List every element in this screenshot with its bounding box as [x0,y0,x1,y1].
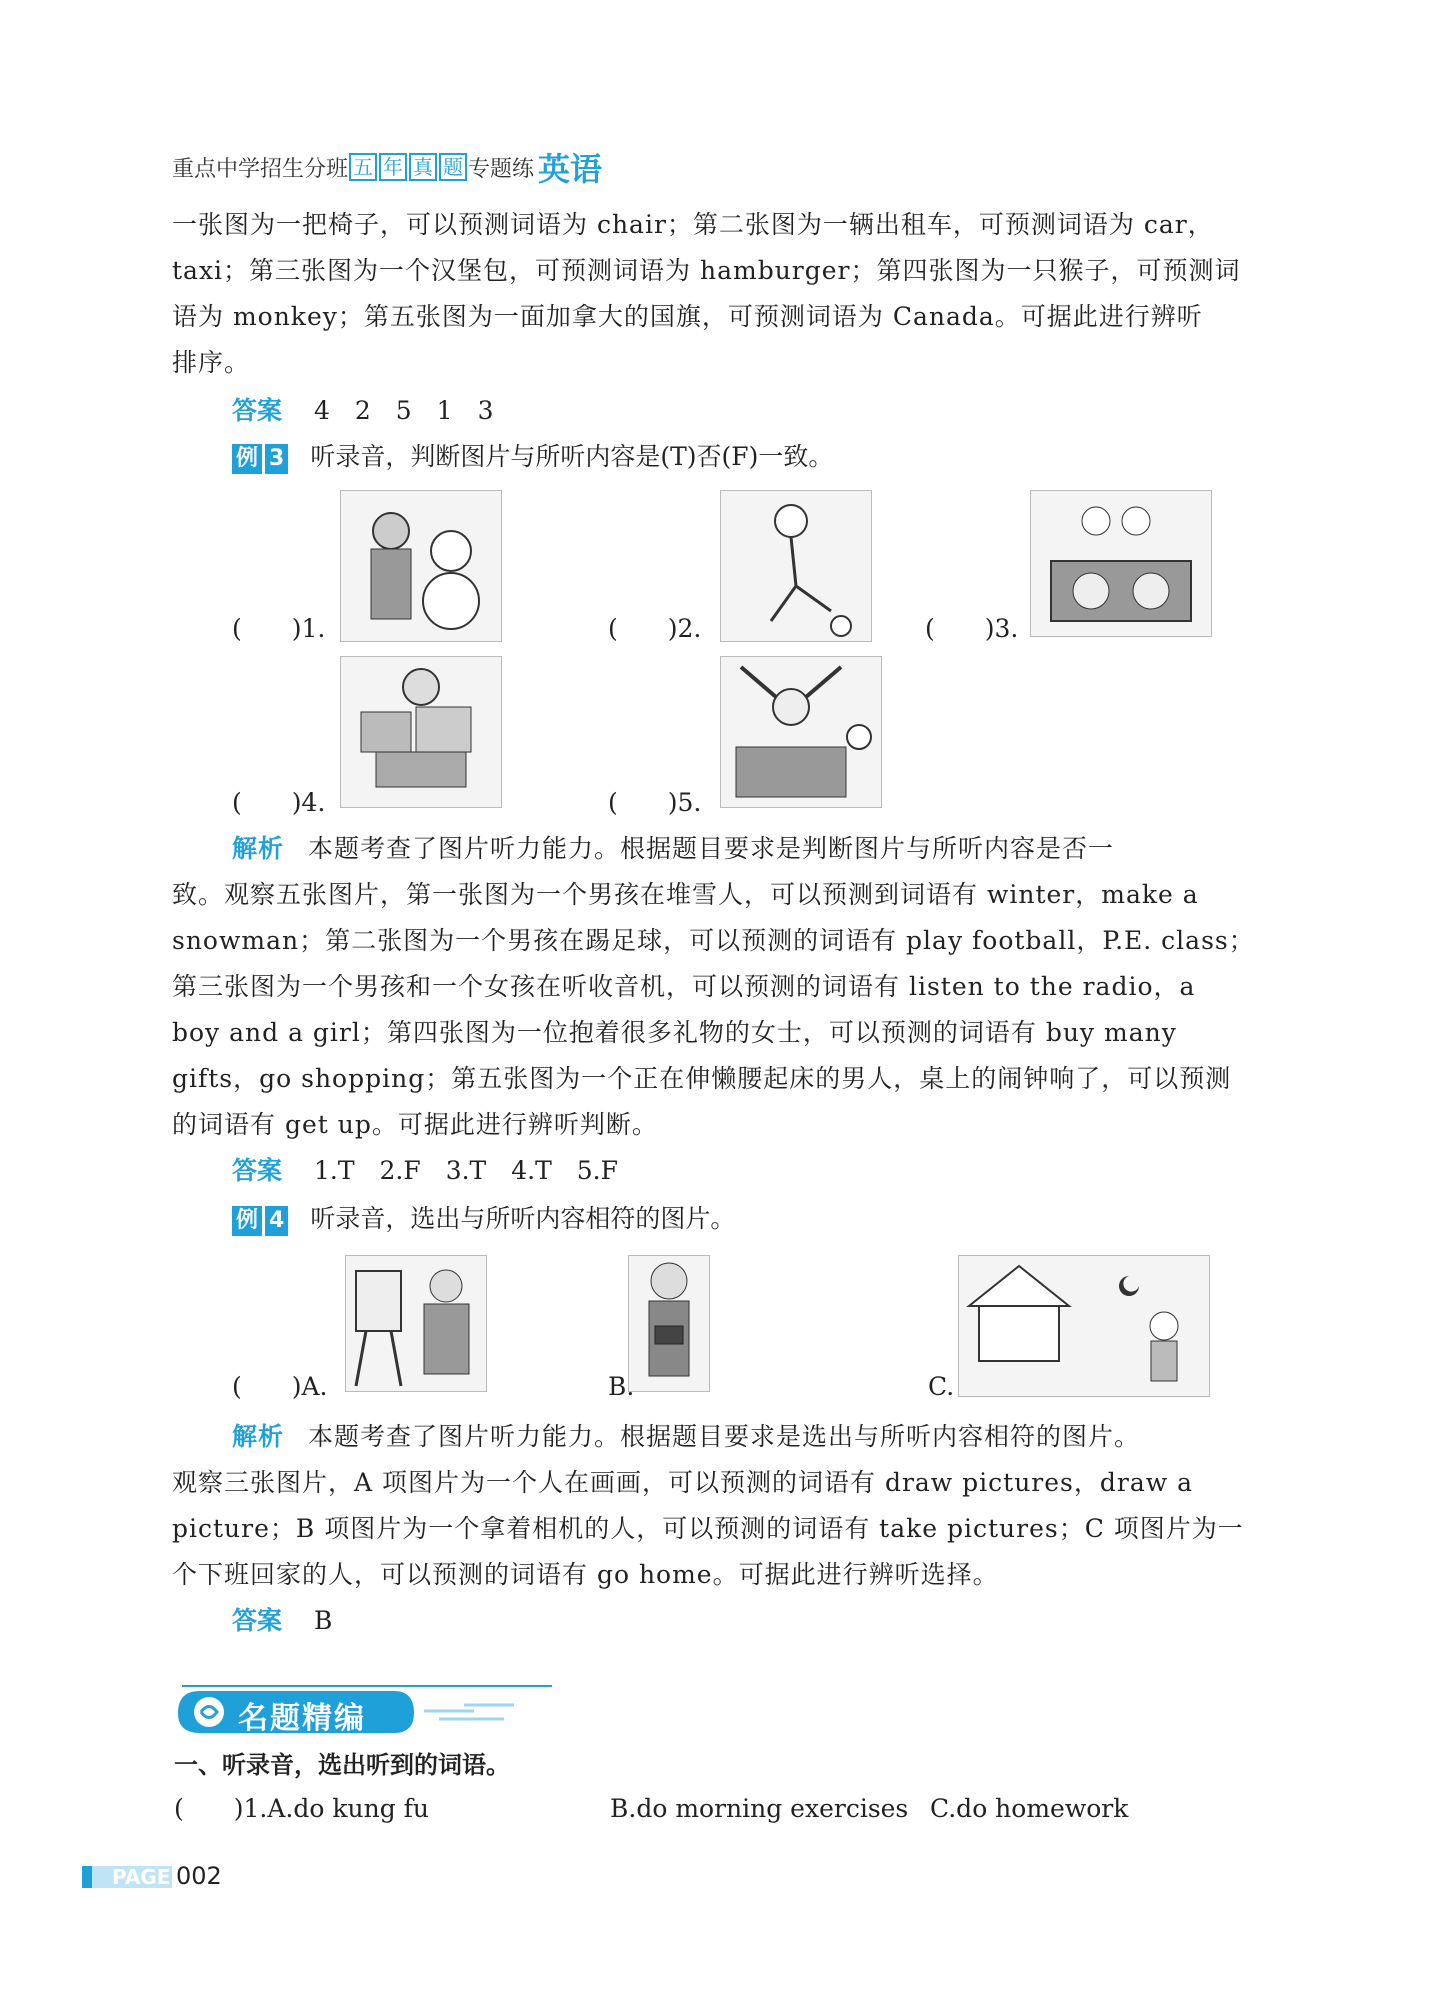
ex3-item-1: ( )1. [232,614,326,643]
ex4-option-a: ( )A. [232,1372,328,1401]
example-3-heading [232,434,833,480]
header-subject: 英语 [538,150,603,188]
header-suffix: 专题练 [468,156,535,182]
wake-up-man-picture [720,656,882,808]
house-icon [959,1256,1209,1396]
header-box-4: 题 [439,153,467,181]
go-home-picture [958,1255,1210,1397]
running-header [172,144,602,190]
analysis-3-line: boy and a girl；第四张图为一位抱着很多礼物的女士，可以预测的词语有 buy many [172,1018,1177,1047]
alarm-clock-icon [721,657,881,807]
answer-row-1 [232,388,494,434]
section-title: 名题精编 [238,1701,366,1736]
intro-line: 语为 monkey；第五张图为一面加拿大的国旗，可预测词语为 Canada。可据此进行辨听 [172,302,1203,331]
analysis-3-line: gifts，go shopping；第五张图为一个正在伸懒腰起床的男人，桌上的闹钟响了，可以预测 [172,1064,1232,1093]
answer-value: B [313,1606,333,1635]
snowman-boy-picture [340,490,502,642]
header-prefix: 重点中学招生分班 [172,156,349,182]
analysis-3-line: 第三张图为一个男孩和一个女孩在听收音机，可以预测的词语有 listen to the radio，a [172,972,1196,1001]
intro-paragraph [172,202,1272,386]
part-1-title: 一、听录音，选出听到的词语。 [174,1751,510,1779]
answer-label: 答案 [232,1606,283,1635]
q1-stem: ( )1.A.do kung fu [174,1794,430,1823]
analysis-3-line: snowman；第二张图为一个男孩在踢足球，可以预测的词语有 play football，P.E. class； [172,926,1255,955]
answer-row-3 [232,1148,618,1194]
camera-man-picture [628,1255,710,1392]
example-4-heading [232,1196,735,1242]
analysis-3-line: 解析 本题考查了图片听力能力。根据题目要求是判断图片与所听内容是否一 [232,834,1115,863]
analysis-3-line: 致。观察五张图片，第一张图为一个男孩在堆雪人，可以预测到词语有 winter，make a [172,880,1199,909]
footer-page-number: 002 [176,1862,222,1890]
header-box-1: 五 [349,153,377,181]
q1-option-c: C.do homework [930,1794,1129,1823]
analysis-3-line: 的词语有 get up。可据此进行辨听判断。 [172,1110,658,1139]
analysis-4-line: 解析 本题考查了图片听力能力。根据题目要求是选出与所听内容相符的图片。 [232,1422,1141,1451]
example-3-badge: 例 3 [232,444,288,474]
analysis-label: 解析 [232,834,285,863]
ex4-option-b: B. [608,1372,635,1401]
section-banner [174,1683,552,1737]
answer-label: 答案 [232,1156,283,1185]
header-box-3: 真 [409,153,437,181]
answer-label: 答案 [232,396,283,425]
footer-page-word: PAGE [112,1865,171,1889]
example-3-text: 听录音，判断图片与所听内容是(T)否(F)一致。 [310,442,834,471]
painter-picture [345,1255,487,1392]
radio-icon [1031,491,1211,636]
answer-row-4 [232,1598,332,1644]
intro-line: 排序。 [172,348,251,377]
example-4-text: 听录音，选出与所听内容相符的图片。 [310,1204,736,1233]
intro-line: 一张图为一把椅子，可以预测词语为 chair；第二张图为一辆出租车，可预测词语为 car， [172,210,1214,239]
analysis-4-line: 观察三张图片，A 项图片为一个人在画画，可以预测的词语有 draw pictures，draw a [172,1468,1193,1497]
question-1 [174,1786,429,1832]
intro-line: taxi；第三张图为一个汉堡包，可预测词语为 hamburger；第四张图为一只猴子，可预测词 [172,256,1241,285]
gift-box-icon [341,657,501,807]
snowman-icon [341,491,501,641]
ex3-item-4: ( )4. [232,788,326,817]
easel-icon [346,1256,486,1391]
header-box-2: 年 [379,153,407,181]
analysis-4-line: 个下班回家的人，可以预测的词语有 go home。可据此进行辨听选择。 [172,1560,999,1589]
analysis-4 [172,1414,1272,1598]
ex4-option-c: C. [928,1372,955,1401]
ex3-item-5: ( )5. [608,788,702,817]
example-4-badge: 例 4 [232,1206,288,1236]
ex3-item-2: ( )2. [608,614,702,643]
football-boy-picture [720,490,872,642]
football-player-icon [721,491,871,641]
analysis-3 [172,826,1272,1148]
ex3-item-3: ( )3. [925,614,1019,643]
radio-children-picture [1030,490,1212,637]
camera-icon [629,1256,709,1391]
analysis-4-line: picture；B 项图片为一个拿着相机的人，可以预测的词语有 take pictures；C 项图片为一 [172,1514,1244,1543]
gifts-woman-picture [340,656,502,808]
answer-value: 1.T 2.F 3.T 4.T 5.F [313,1156,618,1185]
analysis-label: 解析 [232,1422,285,1451]
answer-value: 4 2 5 1 3 [313,396,494,425]
q1-option-b: B.do morning exercises [610,1794,909,1823]
